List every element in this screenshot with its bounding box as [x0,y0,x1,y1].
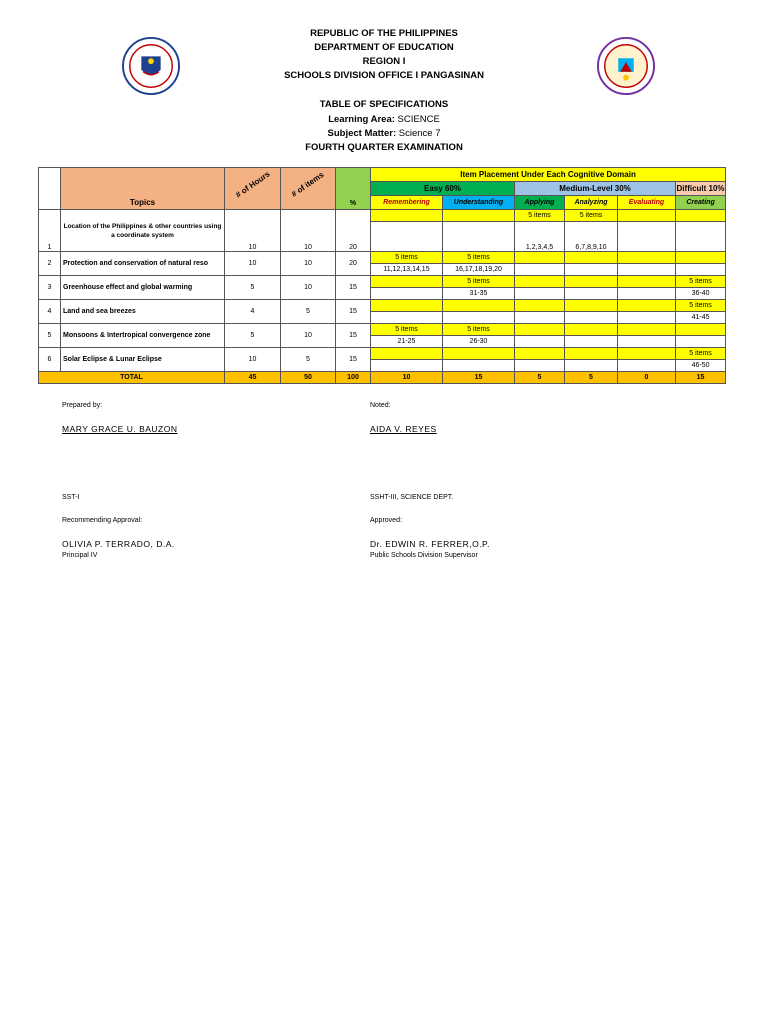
value-cell: 46-50 [676,360,726,372]
recommending-label: Recommending Approval: [62,517,143,524]
row-number: 1 [39,210,61,252]
hours-cell: 4 [225,300,281,324]
difficult-header: Difficult 10% [676,182,726,196]
sub-cell [676,210,726,222]
value-cell [515,288,565,300]
value-cell [443,222,515,252]
total-label: TOTAL [39,372,225,384]
row-number: 3 [39,276,61,300]
sub-cell: 5 items [676,348,726,360]
sub-cell [443,210,515,222]
items-cell: 10 [281,324,336,348]
value-cell [618,222,676,252]
value-cell [515,312,565,324]
medium-header: Medium-Level 30% [515,182,676,196]
num-header [39,168,61,210]
sub-cell [618,300,676,312]
value-cell: 21-25 [371,336,443,348]
value-cell: 26-30 [443,336,515,348]
total-pct: 100 [336,372,371,384]
sub-cell: 5 items [443,276,515,288]
sub-cell: 5 items [443,252,515,264]
total-cell: 10 [371,372,443,384]
sub-cell [618,252,676,264]
pct-cell: 15 [336,324,371,348]
sub-cell: 5 items [676,276,726,288]
value-cell [565,288,618,300]
value-cell [371,312,443,324]
hours-cell: 10 [225,210,281,252]
sub-cell [515,276,565,288]
cognitive-domain-title: Item Placement Under Each Cognitive Domain [371,168,726,182]
value-cell [515,360,565,372]
sub-cell [676,324,726,336]
topic-cell: Land and sea breezes [61,300,225,324]
total-cell: 5 [515,372,565,384]
sub-cell [618,324,676,336]
hours-cell: 10 [225,348,281,372]
pct-header: % [336,168,371,210]
subject-matter-value: Science 7 [398,128,441,139]
sub-cell [618,210,676,222]
value-cell [371,360,443,372]
value-cell [618,264,676,276]
topic-cell: Monsoons & Intertropical convergence zone [61,324,225,348]
approved-label: Approved: [370,517,402,524]
topic-cell: Greenhouse effect and global warming [61,276,225,300]
total-cell: 15 [676,372,726,384]
hours-cell: 5 [225,324,281,348]
sub-cell: 5 items [565,210,618,222]
sub-cell [515,348,565,360]
header-subject-matter [0,127,768,141]
header-region: REGION I [362,56,406,67]
specifications-table [38,167,726,384]
sub-cell: 5 items [443,324,515,336]
items-cell: 5 [281,300,336,324]
sub-cell [515,252,565,264]
value-cell [443,360,515,372]
applying-header: Applying [515,196,565,210]
header-tos-title: TABLE OF SPECIFICATIONS [319,99,449,110]
hours-header-label: # of Hours [233,169,272,200]
recommending-title: Principal IV [62,552,98,559]
header-republic: REPUBLIC OF THE PHILIPPINES [310,28,458,39]
sub-cell: 5 items [371,324,443,336]
pct-cell: 15 [336,348,371,372]
understanding-header: Understanding [443,196,515,210]
noted-label: Noted: [370,402,391,409]
value-cell [443,312,515,324]
noted-name: AIDA V. REYES [370,424,437,434]
approved-title: Public Schools Division Supervisor [370,552,478,559]
value-cell: 36-40 [676,288,726,300]
total-cell: 15 [443,372,515,384]
value-cell [618,312,676,324]
topic-cell: Location of the Philippines & other countries using a coordinate system [61,210,225,252]
analyzing-header: Analyzing [565,196,618,210]
sub-cell [371,300,443,312]
approved-name: Dr. EDWIN R. FERRER,O.P. [370,539,490,549]
evaluating-header: Evaluating [618,196,676,210]
value-cell: 6,7,8,9,10 [565,222,618,252]
sub-cell [565,276,618,288]
sub-cell [443,348,515,360]
sub-cell [515,324,565,336]
pct-cell: 20 [336,210,371,252]
value-cell [371,288,443,300]
value-cell [565,336,618,348]
remembering-header: Remembering [371,196,443,210]
recommending-name: OLIVIA P. TERRADO, D.A. [62,539,175,549]
pct-cell: 15 [336,276,371,300]
value-cell [618,336,676,348]
prepared-name: MARY GRACE U. BAUZON [62,424,178,434]
items-header-label: # of items [289,170,326,199]
sub-cell [618,276,676,288]
sub-cell [565,324,618,336]
value-cell [676,222,726,252]
topic-cell: Protection and conservation of natural reso [61,252,225,276]
row-number: 4 [39,300,61,324]
total-cell: 5 [565,372,618,384]
sub-cell [618,348,676,360]
sub-cell [565,348,618,360]
row-number: 6 [39,348,61,372]
items-cell: 10 [281,210,336,252]
sub-cell [371,276,443,288]
topics-header: Topics [61,168,225,210]
items-cell: 10 [281,276,336,300]
sub-cell: 5 items [371,252,443,264]
learning-area-label: Learning Area: [328,114,398,125]
total-hours: 45 [225,372,281,384]
value-cell [565,264,618,276]
pct-cell: 20 [336,252,371,276]
value-cell: 1,2,3,4,5 [515,222,565,252]
hours-cell: 5 [225,276,281,300]
creating-header: Creating [676,196,726,210]
hours-cell: 10 [225,252,281,276]
value-cell [515,336,565,348]
sub-cell [371,210,443,222]
header-exam: FOURTH QUARTER EXAMINATION [305,142,463,153]
value-cell [618,360,676,372]
sub-cell [515,300,565,312]
total-cell: 0 [618,372,676,384]
items-cell: 5 [281,348,336,372]
learning-area-value: SCIENCE [397,114,440,125]
value-cell [565,312,618,324]
hours-header [225,168,281,210]
topic-cell: Solar Eclipse & Lunar Eclipse [61,348,225,372]
noted-title: SSHT-III, SCIENCE DEPT. [370,494,454,501]
subject-matter-label: Subject Matter: [327,128,399,139]
value-cell [371,222,443,252]
sub-cell [676,252,726,264]
header-department: DEPARTMENT OF EDUCATION [314,42,454,53]
sub-cell [565,300,618,312]
value-cell [676,264,726,276]
value-cell: 31-35 [443,288,515,300]
row-number: 2 [39,252,61,276]
total-items: 50 [281,372,336,384]
value-cell [676,336,726,348]
pct-cell: 15 [336,300,371,324]
prepared-label: Prepared by: [62,402,103,409]
sub-cell: 5 items [676,300,726,312]
prepared-title: SST-I [62,494,80,501]
sub-cell [371,348,443,360]
sub-cell [443,300,515,312]
value-cell [618,288,676,300]
value-cell [515,264,565,276]
sub-cell [565,252,618,264]
items-header [281,168,336,210]
value-cell: 11,12,13,14,15 [371,264,443,276]
items-cell: 10 [281,252,336,276]
value-cell: 16,17,18,19,20 [443,264,515,276]
easy-header: Easy 60% [371,182,515,196]
header-division: SCHOOLS DIVISION OFFICE I PANGASINAN [284,70,484,81]
header-learning-area [0,113,768,127]
sub-cell: 5 items [515,210,565,222]
value-cell: 41-45 [676,312,726,324]
row-number: 5 [39,324,61,348]
value-cell [565,360,618,372]
